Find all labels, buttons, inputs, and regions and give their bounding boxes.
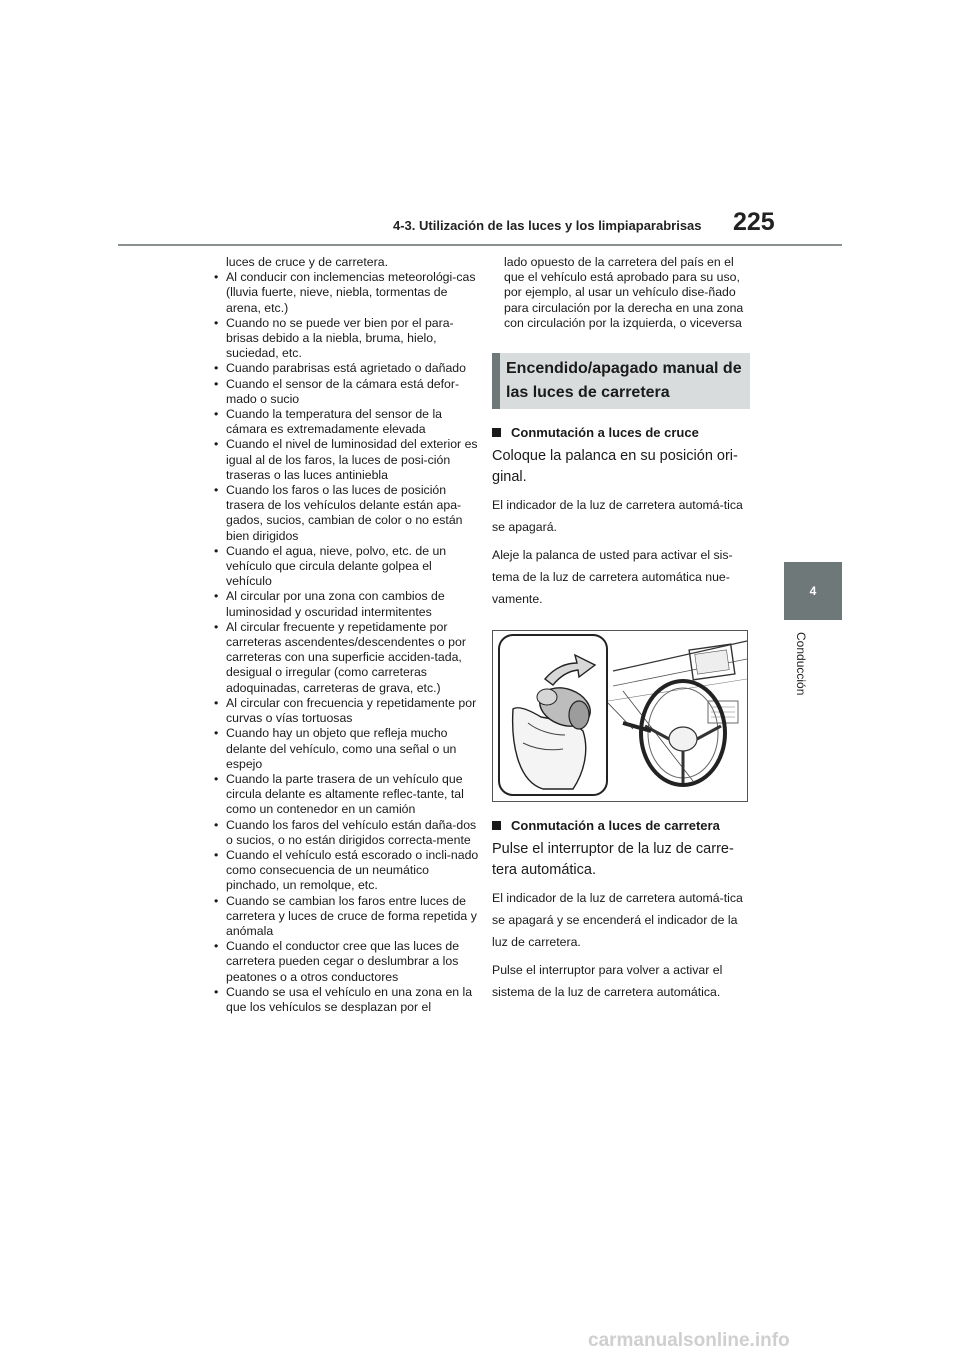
body-paragraph: Pulse el interruptor para volver a activar el sistema de la luz de carretera automática. bbox=[492, 963, 723, 1000]
list-item: • Cuando el sensor de la cámara está defor-mado o sucio bbox=[214, 377, 479, 407]
list-item: • Al circular frecuente y repetidamente por carreteras ascendentes/descendentes o por carreteras con una superficie acciden-tada, desigual o irregular (como carreteras adoquinadas, carreteras de grava, etc.) bbox=[214, 620, 479, 696]
center-display bbox=[689, 644, 735, 680]
subheading-text: Conmutación a luces de cruce bbox=[511, 425, 699, 441]
subheading-high-beam bbox=[492, 818, 757, 833]
list-item: • Cuando los faros del vehículo están daña-dos o sucios, o no están dirigidos correcta-mente bbox=[214, 818, 479, 848]
list-item: • Cuando la parte trasera de un vehículo que circula delante es altamente reflec-tante, tal como un contenedor en un camión bbox=[214, 772, 479, 818]
condition-list bbox=[214, 270, 479, 1015]
section-heading-bar bbox=[492, 353, 500, 409]
list-item: • Al conducir con inclemencias meteorológi-cas (lluvia fuerte, nieve, niebla, tormentas de arena, etc.) bbox=[214, 270, 479, 316]
section-heading-box bbox=[492, 353, 750, 409]
list-item: • Cuando la temperatura del sensor de la cámara es extremadamente elevada bbox=[214, 407, 479, 437]
header-section-title: 4-3. Utilización de las luces y los limpiaparabrisas bbox=[393, 218, 702, 233]
list-item: • Cuando el nivel de luminosidad del exterior es igual al de los faros, la luces de posi-ción traseras o las luces antiniebla bbox=[214, 437, 479, 483]
list-item: • Cuando se cambian los faros entre luces de carretera y luces de cruce de forma repetida y anómala bbox=[214, 894, 479, 940]
watermark: carmanualsonline.info bbox=[588, 1330, 790, 1351]
chapter-number: 4 bbox=[809, 584, 817, 598]
body-paragraph: Aleje la palanca de usted para activar el sis-tema de la luz de carretera automática nue-vamente. bbox=[492, 548, 733, 607]
right-column bbox=[492, 255, 757, 1003]
list-item: • Cuando el agua, nieve, polvo, etc. de un vehículo que circula delante golpea el vehículo bbox=[214, 544, 479, 590]
inset-callout bbox=[499, 635, 607, 795]
subheading-text: Conmutación a luces de carretera bbox=[511, 818, 720, 834]
body-paragraph: El indicador de la luz de carretera automá-tica se apagará y se encenderá el indicador de la luz de carretera. bbox=[492, 891, 743, 950]
list-item: • Cuando el vehículo está escorado o incli-nado como consecuencia de un neumático pinchado, un remolque, etc. bbox=[214, 848, 479, 894]
continuation-text: lado opuesto de la carretera del país en el que el vehículo está aprobado para su uso, por ejemplo, al usar un vehículo dise-ñado para circulación por la derecha en una zona con circulación por la izquierda, o viceversa bbox=[504, 255, 744, 330]
instruction-text: Coloque la palanca en su posición ori-ginal. bbox=[492, 448, 738, 486]
chapter-tab bbox=[784, 562, 842, 620]
list-item: • Cuando hay un objeto que refleja mucho delante del vehículo, como una señal o un espejo bbox=[214, 726, 479, 772]
header-rule bbox=[118, 244, 842, 246]
list-item: • Al circular con frecuencia y repetidamente por curvas o vías tortuosas bbox=[214, 696, 479, 726]
lead-text: luces de cruce y de carretera. bbox=[226, 255, 388, 269]
list-item: • Al circular por una zona con cambios de luminosidad y oscuridad intermitentes bbox=[214, 589, 479, 619]
subheading-low-beam bbox=[492, 425, 757, 440]
list-item: • Cuando los faros o las luces de posición trasera de los vehículos delante están apa-gados, sucios, cambian de color o no están bien dirigidos bbox=[214, 483, 479, 544]
chapter-label: Conducción bbox=[794, 632, 808, 696]
square-bullet-icon bbox=[492, 821, 501, 830]
left-column bbox=[214, 255, 479, 1015]
section-heading: Encendido/apagado manual de las luces de carretera bbox=[506, 360, 742, 402]
list-item: • Cuando se usa el vehículo en una zona en la que los vehículos se desplazan por el bbox=[214, 985, 479, 1015]
square-bullet-icon bbox=[492, 428, 501, 437]
steering-wheel bbox=[641, 681, 725, 785]
list-item: • Cuando no se puede ver bien por el para-brisas debido a la niebla, bruma, hielo, suciedad, etc. bbox=[214, 316, 479, 362]
instruction-text: Pulse el interruptor de la luz de carre-tera automática. bbox=[492, 841, 734, 879]
page-number: 225 bbox=[733, 208, 775, 236]
list-item: • Cuando parabrisas está agrietado o dañado bbox=[214, 361, 479, 376]
list-item: • Cuando el conductor cree que las luces de carretera pueden cegar o deslumbrar a los peatones o a otros conductores bbox=[214, 939, 479, 985]
lever-illustration bbox=[492, 630, 748, 802]
body-paragraph: El indicador de la luz de carretera automá-tica se apagará. bbox=[492, 498, 743, 535]
